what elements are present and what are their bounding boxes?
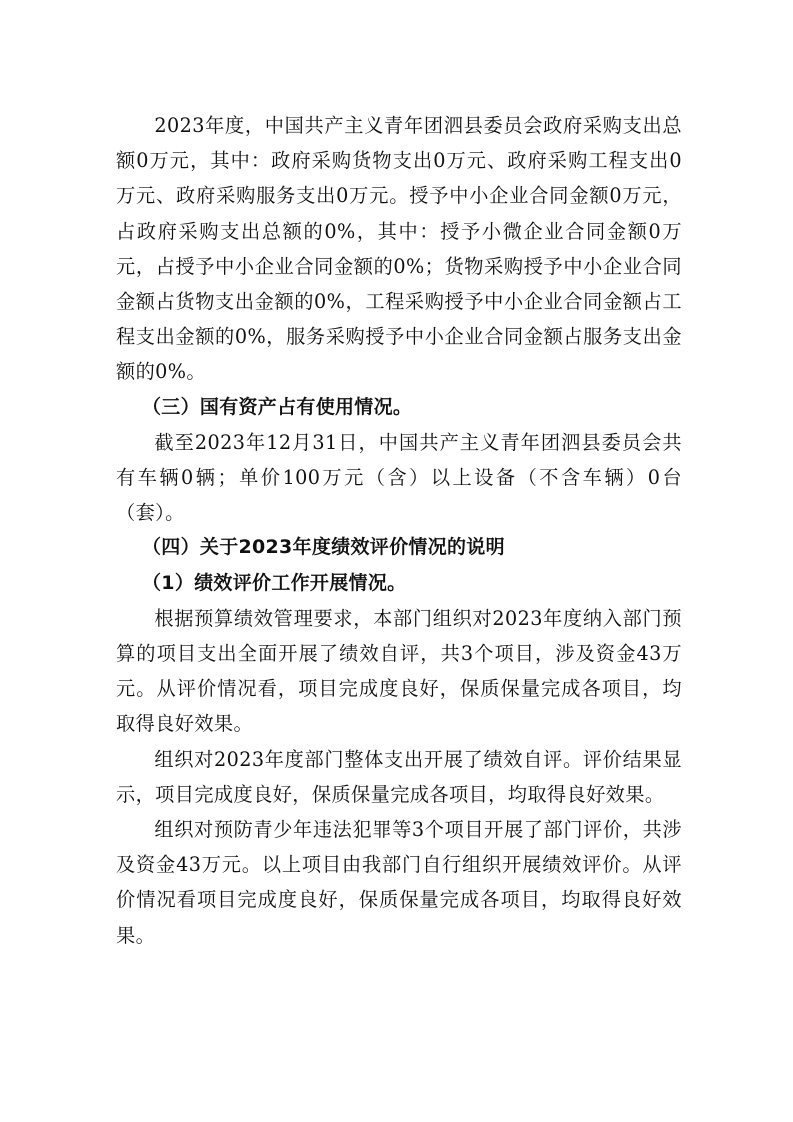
assets-paragraph: 截至2023年12月31日，中国共产主义青年团泗县委员会共有车辆0辆；单价100万元（含）以上设备（不含车辆）0台（套）。 (116, 430, 682, 525)
assets-heading: （三）国有资产占有使用情况。 (142, 395, 413, 418)
document-body (116, 108, 682, 953)
procurement-paragraph: 2023年度，中国共产主义青年团泗县委员会政府采购支出总额0万元，其中：政府采购货物支出0万元、政府采购工程支出0万元、政府采购服务支出0万元。授予中小企业合同金额0万元，占政府采购支出总额的0%，其中：授予小微企业合同金额0万元，占授予中小企业合同金额的0%；货物采购授予中小企业合同金额占货物支出金额的0%，工程采购授予中小企业合同金额占工程支出金额的0%，服务采购授予中小企业合同金额占服务支出金额的0%。 (116, 114, 682, 384)
performance-work-heading: （1）绩效评价工作开展情况。 (142, 571, 407, 594)
overall-evaluation-paragraph: 组织对2023年度部门整体支出开展了绩效自评。评价结果显示，项目完成度良好，保质保量完成各项目，均取得良好效果。 (116, 747, 682, 806)
dept-evaluation-paragraph: 组织对预防青少年违法犯罪等3个项目开展了部门评价，共涉及资金43万元。以上项目由我部门自行组织开展绩效评价。从评价情况看项目完成度良好，保质保量完成各项目，均取得良好效果。 (116, 818, 682, 947)
evaluation-work-paragraph: 根据预算绩效管理要求，本部门组织对2023年度纳入部门预算的项目支出全面开展了绩效自评，共3个项目，涉及资金43万元。从评价情况看，项目完成度良好，保质保量完成各项目，均取得良好效果。 (116, 606, 682, 736)
performance-heading: （四）关于2023年度绩效评价情况的说明 (142, 536, 505, 559)
